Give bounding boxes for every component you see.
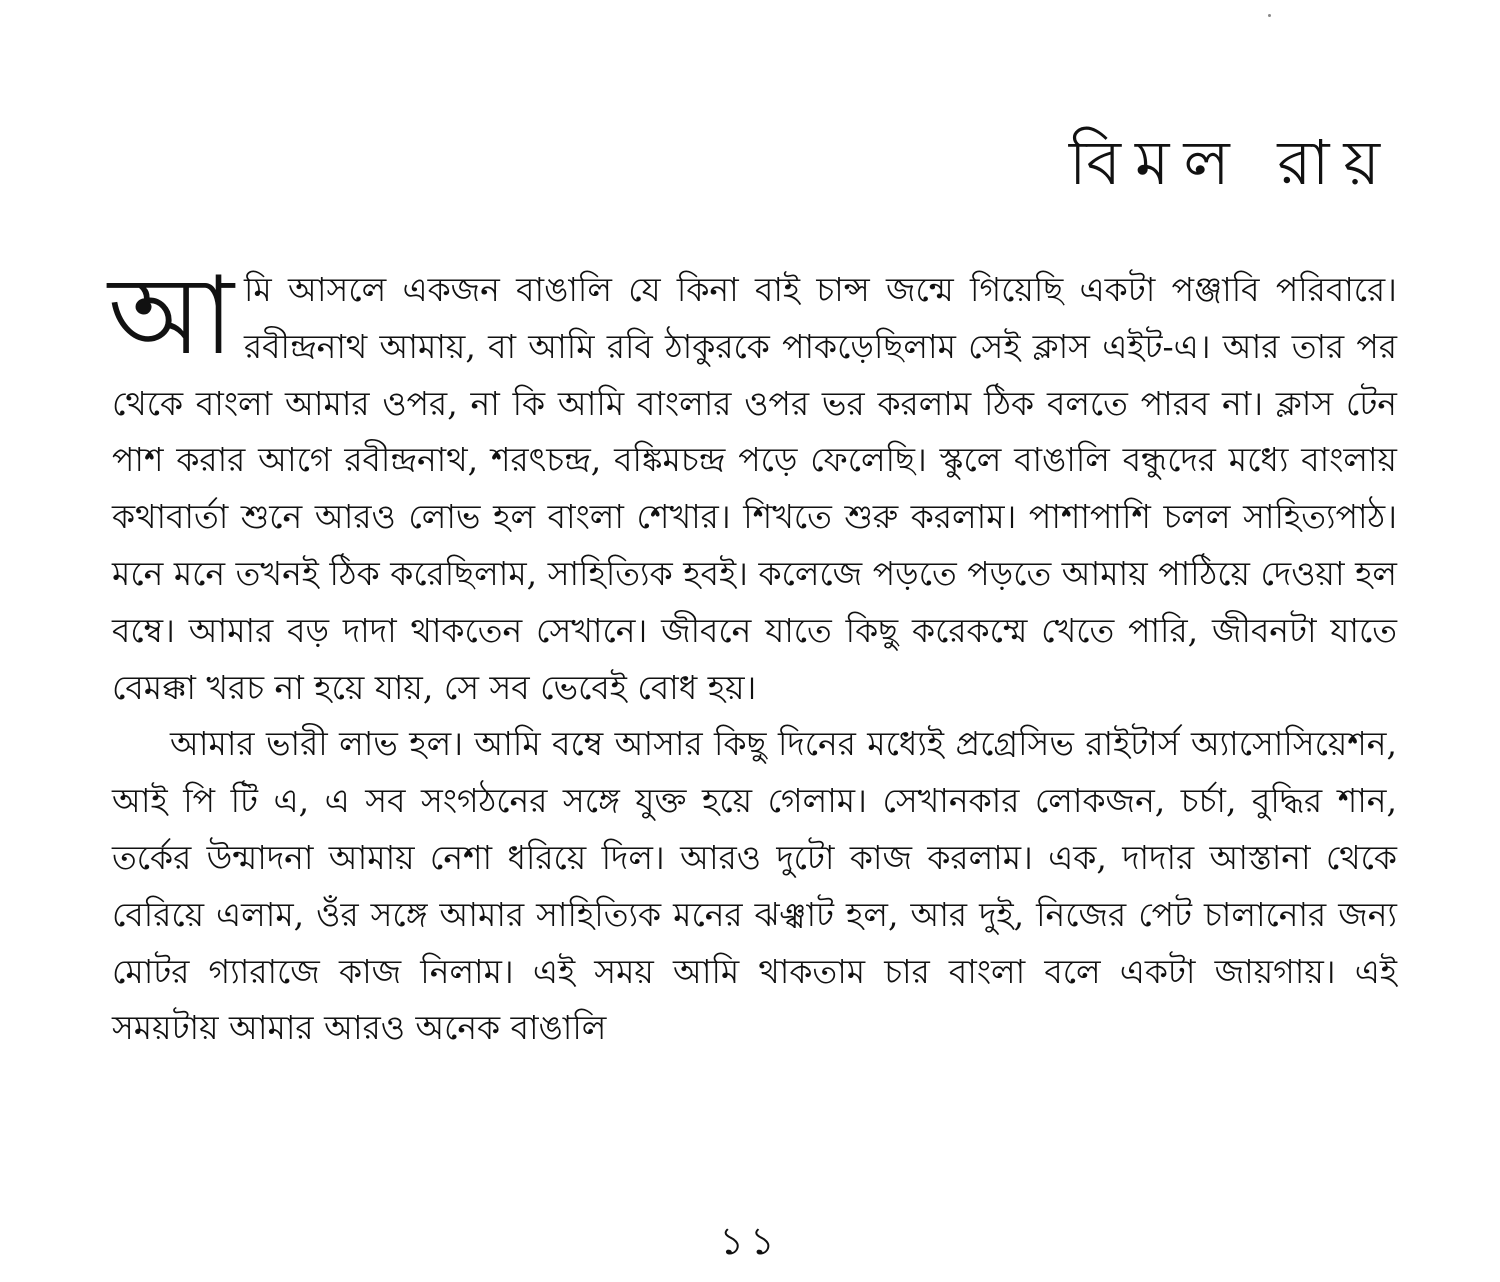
body-text (108, 254, 1397, 1057)
drop-cap: আ (108, 254, 234, 379)
paragraph-1 (108, 254, 1397, 716)
paragraph-2 (112, 716, 1397, 1057)
paragraph-1-text: মি আসলে একজন বাঙালি যে কিনা বাই চান্স জন্মে গিয়েছি একটা পঞ্জাবি পরিবারে। রবীন্দ্রনাথ আমায়, বা আমি রবি ঠাকুরকে পাকড়েছিলাম সেই ক্লাস এইট-এ। আর তার পর থেকে বাংলা আমার ওপর, না কি আমি বাংলার ওপর ভর করলাম ঠিক বলতে পারব না। ক্লাস টেন পাশ করার আগে রবীন্দ্রনাথ, শরৎচন্দ্র, বঙ্কিমচন্দ্র পড়ে ফেলেছি। স্কুলে বাঙালি বন্ধুদের মধ্যে বাংলায় কথাবার্তা শুনে আরও লোভ হল বাংলা শেখার। শিখতে শুরু করলাম। পাশাপাশি চলল সাহিত্যপাঠ। মনে মনে তখনই ঠিক করেছিলাম, সাহিত্যিক হবই। কলেজে পড়তে পড়তে আমায় পাঠিয়ে দেওয়া হল বম্বে। আমার বড় দাদা থাকতেন সেখানে। জীবনে যাতে কিছু করেকম্মে খেতে পারি, জীবনটা যাতে বেমক্কা খরচ না হয়ে যায়, সে সব ভেবেই বোধ হয়। (112, 270, 1397, 707)
scan-speck (1268, 14, 1271, 17)
page-number: ১১ (719, 1219, 781, 1263)
chapter-title: বিমল রায় (1068, 126, 1394, 199)
paragraph-2-text: আমার ভারী লাভ হল। আমি বম্বে আসার কিছু দিনের মধ্যেই প্রগ্রেসিভ রাইটার্স অ্যাসোসিয়েশন, আই পি টি এ, এ সব সংগঠনের সঙ্গে যুক্ত হয়ে গেলাম। সেখানকার লোকজন, চর্চা, বুদ্ধির শান, তর্কের উন্মাদনা আমায় নেশা ধরিয়ে দিল। আরও দুটো কাজ করলাম। এক, দাদার আস্তানা থেকে বেরিয়ে এলাম, ওঁর সঙ্গে আমার সাহিত্যিক মনের ঝঞ্ঝাট হল, আর দুই, নিজের পেট চালানোর জন্য মোটর গ্যারাজে কাজ নিলাম। এই সময় আমি থাকতাম চার বাংলা বলে একটা জায়গায়। এই সময়টায় আমার আরও অনেক বাঙালি (112, 724, 1397, 1048)
